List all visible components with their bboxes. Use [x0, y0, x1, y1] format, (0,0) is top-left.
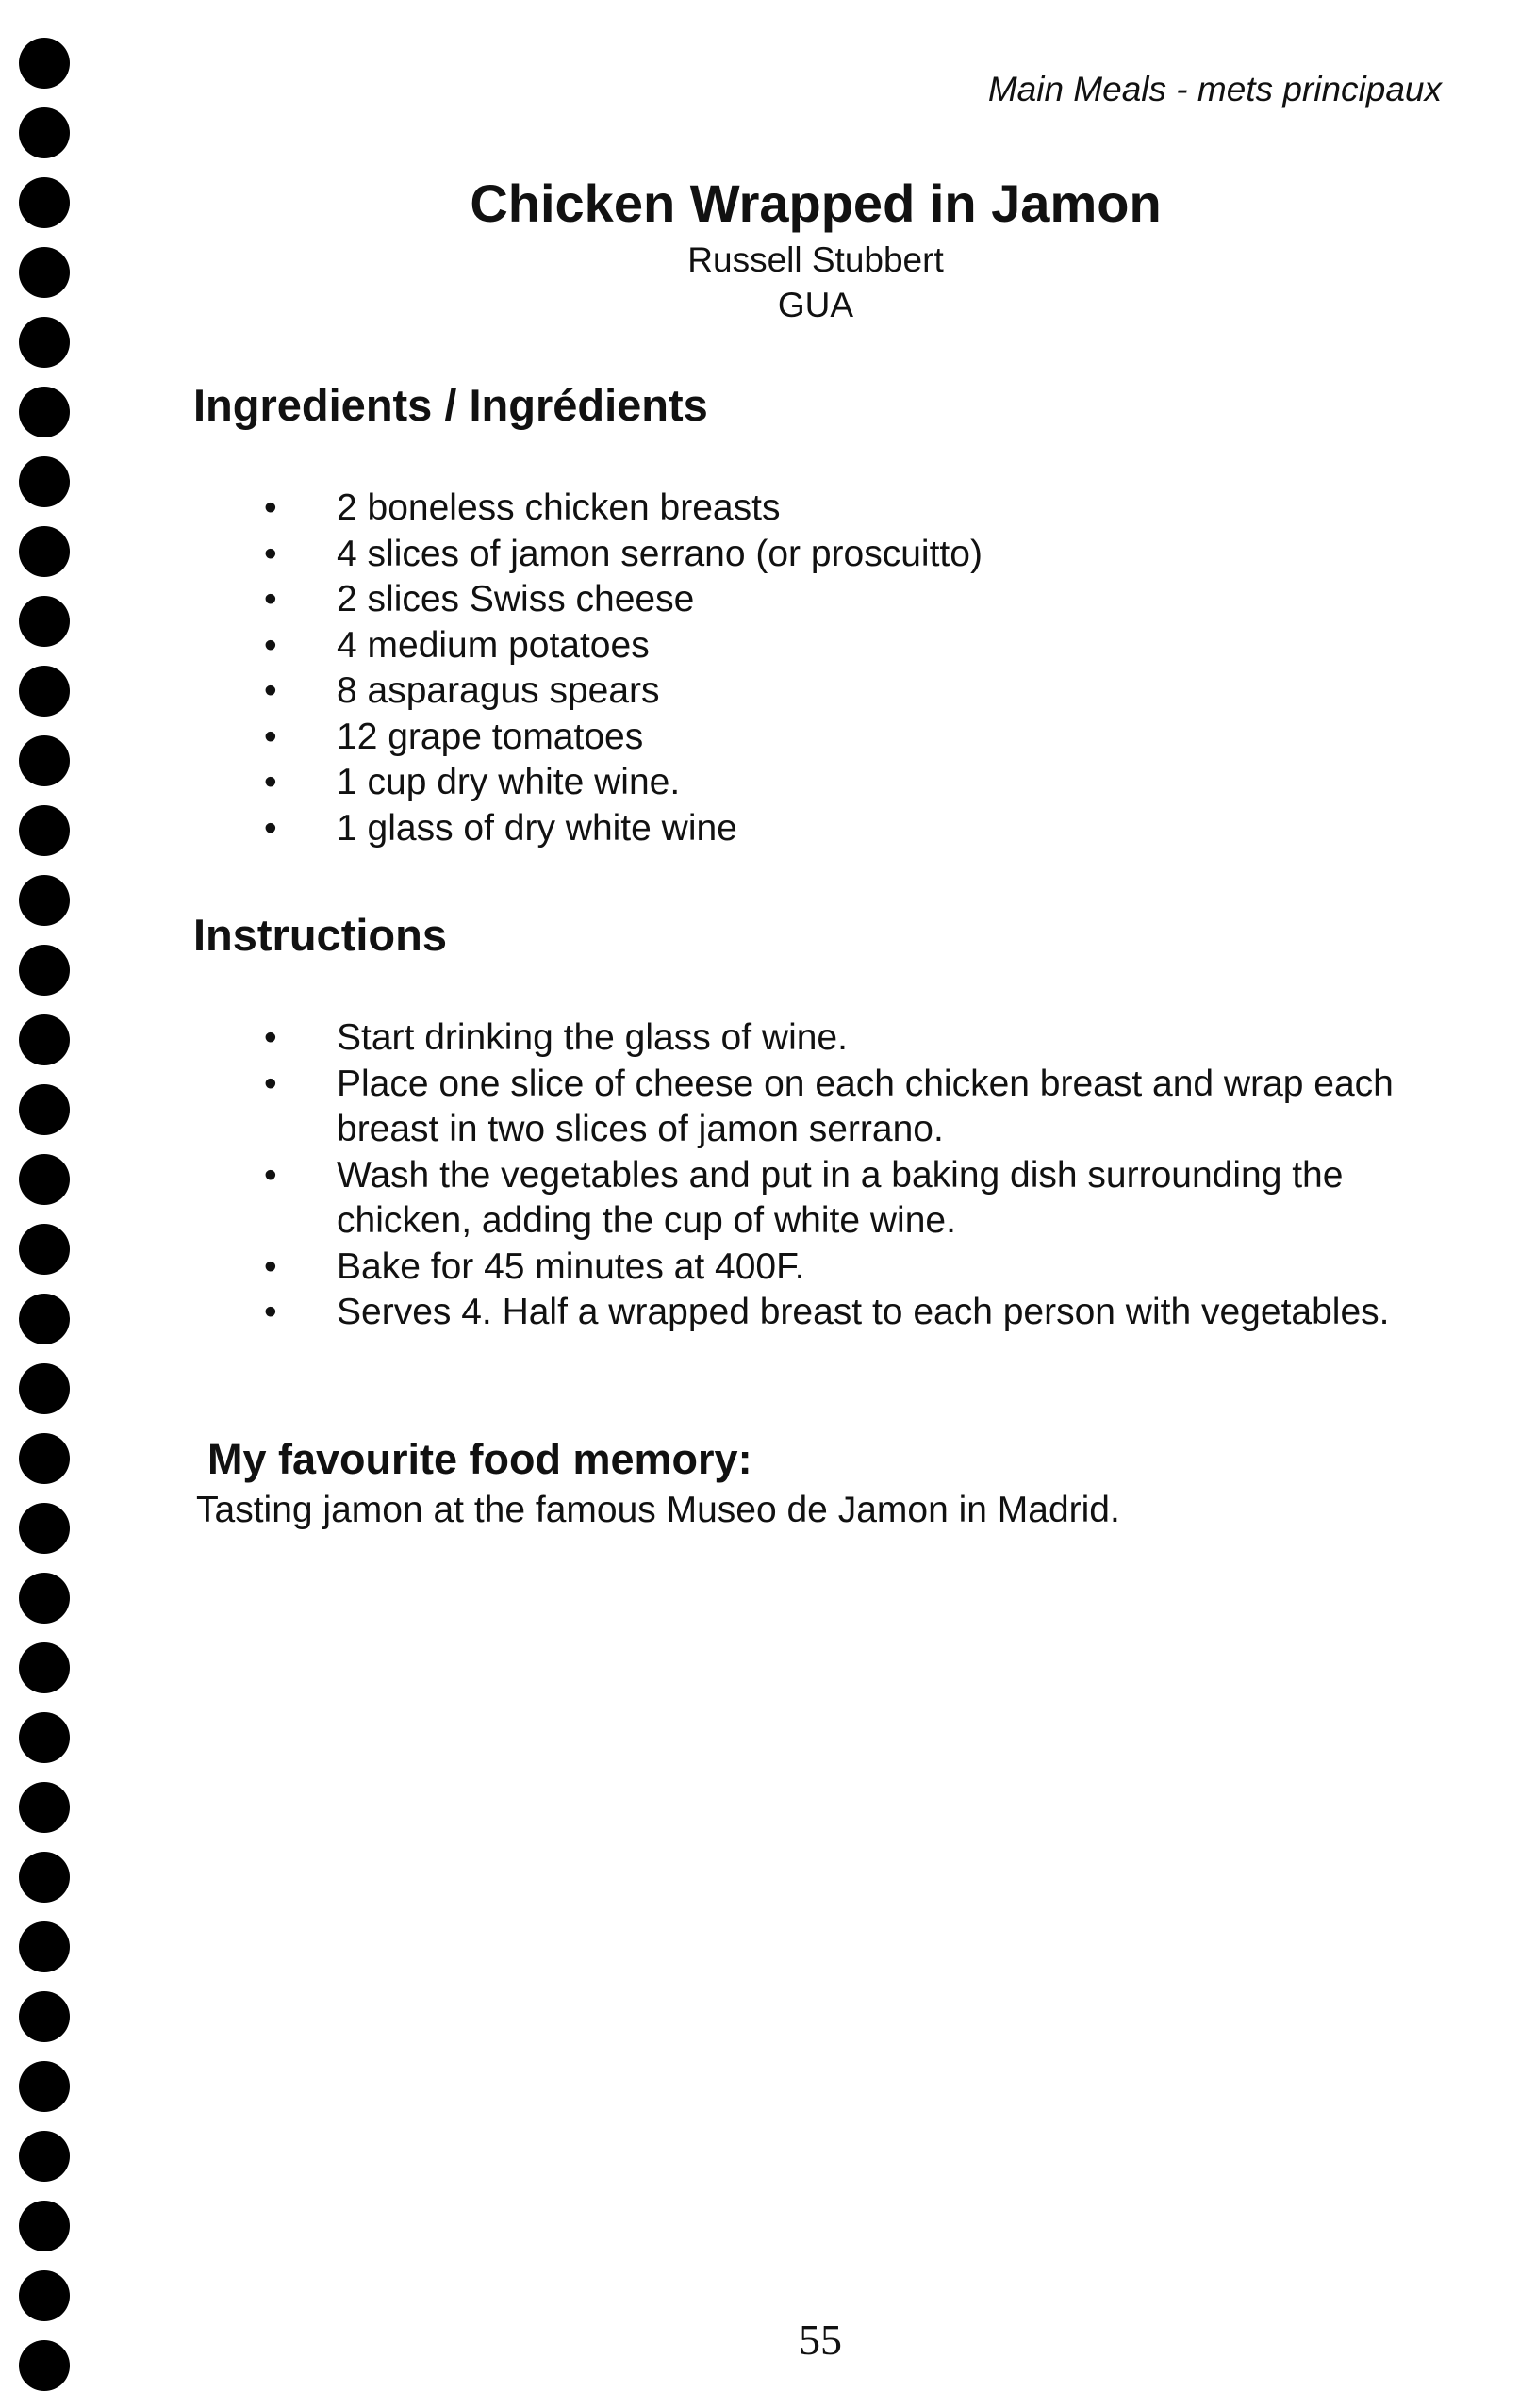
bullet-icon: •: [264, 670, 277, 711]
binding-hole: [19, 1154, 70, 1205]
bullet-icon: •: [264, 533, 277, 574]
binding-hole: [19, 1573, 70, 1624]
ingredient-item: [264, 760, 1443, 806]
bullet-icon: •: [264, 1245, 277, 1287]
binding-hole: [19, 107, 70, 158]
recipe-author: Russell Stubbert: [687, 240, 944, 279]
instruction-step: [264, 1062, 1433, 1153]
instruction-step: [264, 1015, 1433, 1062]
ingredients-heading: Ingredients / Ingrédients: [193, 380, 708, 430]
binding-hole: [19, 317, 70, 368]
instruction-text: Start drinking the glass of wine.: [337, 1017, 848, 1058]
binding-hole: [19, 2131, 70, 2182]
recipe-header: [415, 170, 1216, 328]
binding-hole: [19, 177, 70, 228]
instruction-text: Place one slice of cheese on each chicken breast and wrap each breast in two slices of jamon serrano.: [337, 1063, 1394, 1149]
binding-hole: [19, 1921, 70, 1972]
ingredient-item: [264, 715, 1443, 761]
bullet-icon: •: [264, 807, 277, 849]
binding-hole: [19, 1852, 70, 1903]
instruction-text: Bake for 45 minutes at 400F.: [337, 1245, 805, 1287]
ingredient-text: 4 slices of jamon serrano (or proscuitto): [337, 533, 983, 574]
bullet-icon: •: [264, 716, 277, 757]
instruction-text: Serves 4. Half a wrapped breast to each person with vegetables.: [337, 1292, 1390, 1332]
bullet-icon: •: [264, 1292, 277, 1332]
binding-hole: [19, 805, 70, 856]
binding-hole: [19, 1363, 70, 1414]
binding-hole: [19, 1991, 70, 2042]
ingredient-text: 12 grape tomatoes: [337, 716, 644, 757]
ingredient-item: [264, 532, 1443, 578]
recipe-title: Chicken Wrapped in Jamon: [470, 173, 1162, 233]
ingredient-text: 8 asparagus spears: [337, 670, 660, 711]
ingredient-text: 1 cup dry white wine.: [337, 762, 681, 802]
binding-hole: [19, 1084, 70, 1135]
ingredient-item: [264, 486, 1443, 532]
instruction-step: [264, 1153, 1433, 1245]
binding-hole: [19, 735, 70, 786]
binding-hole: [19, 1712, 70, 1763]
binding-hole: [19, 2201, 70, 2251]
binding-hole: [19, 526, 70, 577]
binding-hole: [19, 875, 70, 926]
binding-hole: [19, 456, 70, 507]
ingredient-text: 1 glass of dry white wine: [337, 807, 737, 849]
binding-hole: [19, 247, 70, 298]
binding-hole: [19, 38, 70, 89]
ingredient-item: [264, 623, 1443, 669]
binding-hole: [19, 387, 70, 437]
ingredient-text: 2 slices Swiss cheese: [337, 579, 695, 619]
binding-hole: [19, 2061, 70, 2112]
bullet-icon: •: [264, 1063, 277, 1104]
page-number: 55: [799, 2316, 842, 2364]
ingredient-item: [264, 668, 1443, 715]
memory-heading: My favourite food memory:: [207, 1435, 752, 1483]
spiral-binding: [19, 38, 72, 2395]
binding-hole: [19, 1014, 70, 1065]
memory-text: Tasting jamon at the famous Museo de Jamon in Madrid.: [196, 1490, 1120, 1530]
recipe-country: GUA: [777, 286, 854, 324]
bullet-icon: •: [264, 762, 277, 802]
instruction-step: [264, 1290, 1433, 1336]
binding-hole: [19, 1294, 70, 1344]
binding-hole: [19, 1224, 70, 1275]
instructions-heading: Instructions: [193, 910, 447, 960]
section-label: Main Meals - mets principaux: [987, 70, 1442, 108]
ingredient-text: 2 boneless chicken breasts: [337, 487, 781, 528]
ingredient-item: [264, 806, 1443, 852]
ingredients-list: [264, 486, 1443, 851]
instruction-step: [264, 1245, 1433, 1291]
ingredient-item: [264, 577, 1443, 623]
bullet-icon: •: [264, 487, 277, 528]
binding-hole: [19, 2270, 70, 2321]
binding-hole: [19, 596, 70, 647]
binding-hole: [19, 666, 70, 717]
instructions-list: [264, 1015, 1433, 1336]
bullet-icon: •: [264, 1154, 277, 1196]
binding-hole: [19, 1642, 70, 1693]
binding-hole: [19, 1782, 70, 1833]
binding-hole: [19, 945, 70, 996]
instruction-text: Wash the vegetables and put in a baking dish surrounding the chicken, adding the cup of white wine.: [337, 1154, 1344, 1241]
binding-hole: [19, 1503, 70, 1554]
ingredient-text: 4 medium potatoes: [337, 624, 650, 666]
bullet-icon: •: [264, 624, 277, 666]
bullet-icon: •: [264, 579, 277, 619]
bullet-icon: •: [264, 1017, 277, 1058]
binding-hole: [19, 1433, 70, 1484]
